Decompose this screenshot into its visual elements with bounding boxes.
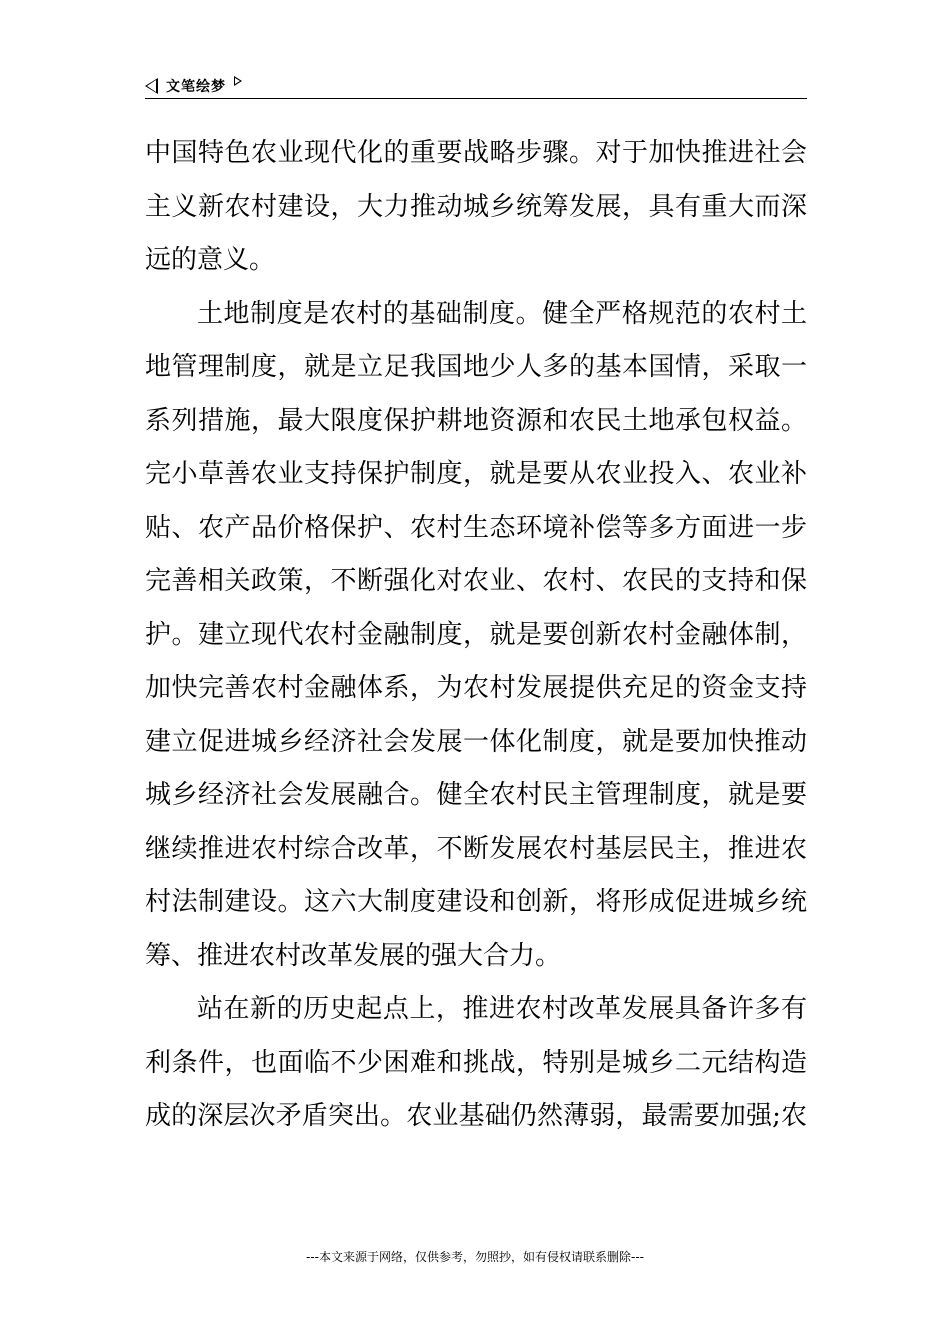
header-divider xyxy=(145,98,807,99)
triangle-right-icon xyxy=(234,76,242,86)
body-line: 完小草善农业支持保护制度，就是要从农业投入、农业补 xyxy=(145,459,807,489)
triangle-left-icon xyxy=(145,78,158,94)
body-line: 土地制度是农村的基础制度。健全严格规范的农村土 xyxy=(197,298,807,329)
body-line: 城乡经济社会发展融合。健全农村民主管理制度，就是要 xyxy=(145,780,807,810)
body-line: 远的意义。 xyxy=(145,245,276,275)
body-line: 建立促进城乡经济社会发展一体化制度，就是要加快推动 xyxy=(145,726,807,757)
body-line: 主义新农村建设，大力推动城乡统筹发展，具有重大而深 xyxy=(145,191,807,222)
body-line: 村法制建设。这六大制度建设和创新，将形成促进城乡统 xyxy=(145,887,807,917)
header-title: 文笔绘梦 xyxy=(166,79,226,95)
body-line: 筹、推进农村改革发展的强大合力。 xyxy=(145,940,562,971)
body-line: 继续推进农村综合改革，不断发展农村基层民主，推进农 xyxy=(145,833,807,864)
body-line: 地管理制度，就是立足我国地少人多的基本国情，采取一 xyxy=(145,352,807,382)
footer-disclaimer: ---本文来源于网络，仅供参考，勿照抄，如有侵权请联系删除--- xyxy=(306,1250,644,1264)
body-line: 成的深层次矛盾突出。农业基础仍然薄弱，最需要加强;农 xyxy=(145,1101,807,1131)
body-line: 加快完善农村金融体系，为农村发展提供充足的资金支持 xyxy=(145,673,807,703)
body-line: 利条件，也面临不少困难和挑战，特别是城乡二元结构造 xyxy=(145,1047,807,1078)
body-line: 站在新的历史起点上，推进农村改革发展具备许多有 xyxy=(197,994,807,1024)
page-header xyxy=(145,74,807,98)
body-line: 完善相关政策，不断强化对农业、农村、农民的支持和保 xyxy=(145,566,807,596)
body-line: 贴、农产品价格保护、农村生态环境补偿等多方面进一步 xyxy=(145,512,807,543)
document-body xyxy=(145,127,807,1144)
body-line: 护。建立现代农村金融制度，就是要创新农村金融体制， xyxy=(145,619,807,650)
body-line: 中国特色农业现代化的重要战略步骤。对于加快推进社会 xyxy=(145,138,807,168)
body-line: 系列措施，最大限度保护耕地资源和农民土地承包权益。 xyxy=(145,405,807,436)
